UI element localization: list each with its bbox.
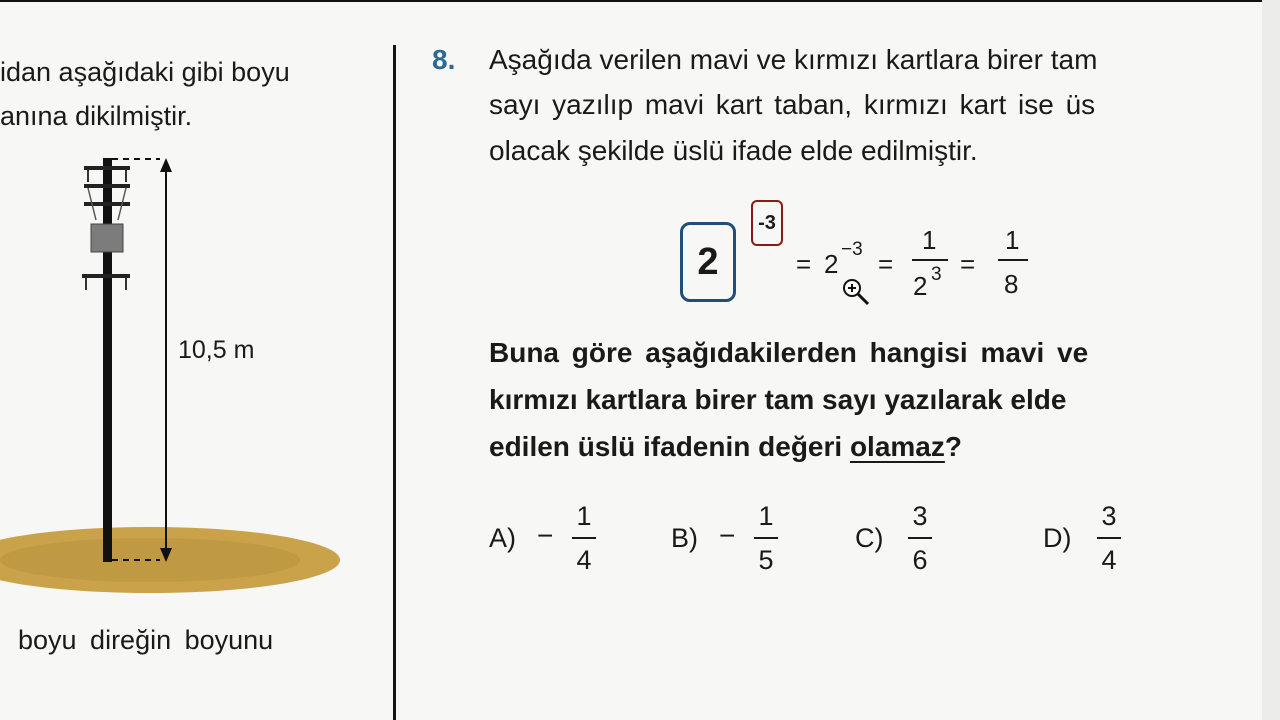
option-d-denominator: 4 [1101,545,1117,575]
option-c-bar [908,537,932,539]
fraction-2-numerator: 1 [1005,225,1020,255]
left-text-line-1: idan aşağıdaki gibi boyu [0,57,290,87]
left-text-line-2: anına dikilmiştir. [0,101,193,131]
power-exponent: −3 [841,239,863,260]
option-c-denominator: 6 [912,545,928,575]
equals-sign-3: = [960,249,976,279]
equals-sign-2: = [878,249,894,279]
emphasis-olamaz: olamaz [849,431,945,462]
fraction-1-denominator-exponent: 3 [931,264,942,285]
transformer-box [91,224,123,252]
height-label: 10,5 m [178,336,255,364]
prompt-line-1: Buna göre aşağıdakilerden hangisi mavi ve [489,337,1089,368]
fraction-1-numerator: 1 [922,225,937,255]
option-a-bar [572,537,596,539]
utility-pole-figure [0,150,360,600]
option-d-numerator: 3 [1101,501,1117,531]
option-d-letter: D) [1043,523,1072,553]
option-a-sign: − [537,520,554,551]
option-b-sign: − [719,520,736,551]
equals-sign-1: = [796,249,812,279]
red-card-exponent: -3 [751,200,783,246]
blue-card-base: 2 [680,222,736,302]
prompt-line-3: edilen üslü ifadenin değeri olamaz? [489,431,962,462]
option-b-numerator: 1 [758,501,774,531]
pole [103,158,112,562]
fraction-2-bar [998,259,1028,261]
option-c-letter: C) [855,523,884,553]
column-divider [393,45,396,720]
page-margin [1262,0,1280,720]
question-number: 8. [432,44,456,75]
option-b-denominator: 5 [758,545,774,575]
option-b-bar [754,537,778,539]
option-a-denominator: 4 [576,545,592,575]
option-d-bar [1097,537,1121,539]
option-b-letter: B) [671,523,698,553]
page-top-border [0,0,1280,2]
question-text-line-1: Aşağıda verilen mavi ve kırmızı kartlara birer tam [489,44,1098,75]
power-base: 2 [824,249,839,279]
prompt-line-2: kırmızı kartlara birer tam sayı yazılarak elde [489,384,1067,415]
option-a-numerator: 1 [576,501,592,531]
fraction-1-bar [912,259,948,261]
question-text-line-2: sayı yazılıp mavi kart taban, kırmızı kart ise üs [489,89,1096,120]
fraction-1-denominator-base: 2 [913,271,928,301]
left-text-bottom: boyu direğin boyunu [18,625,274,655]
option-a-letter: A) [489,523,516,553]
fraction-2-denominator: 8 [1004,269,1019,299]
zoom-cursor-icon [841,278,871,306]
option-c-numerator: 3 [912,501,928,531]
question-text-line-3: olacak şekilde üslü ifade elde edilmiştir. [489,135,978,166]
